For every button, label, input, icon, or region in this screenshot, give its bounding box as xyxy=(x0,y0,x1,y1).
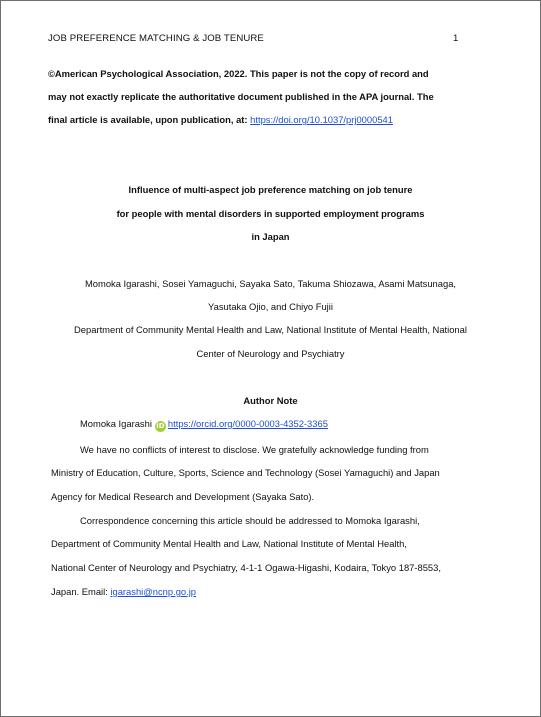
orcid-link[interactable]: https://orcid.org/0000-0003-4352-3365 xyxy=(167,418,328,429)
correspondence-line-1: Correspondence concerning this article should be addressed to Momoka Igarashi, xyxy=(80,515,420,526)
copyright-line-3 xyxy=(48,114,393,125)
running-head: JOB PREFERENCE MATCHING & JOB TENURE xyxy=(48,33,264,44)
orcid-line xyxy=(80,418,328,432)
copyright-line-3-text: final article is available, upon publication, at: xyxy=(48,114,251,125)
email-link[interactable]: igarashi@ncnp.go.jp xyxy=(110,586,197,597)
title-line-3: in Japan xyxy=(251,231,290,242)
authors-line-1: Momoka Igarashi, Sosei Yamaguchi, Sayaka Sato, Takuma Shiozawa, Asami Matsunaga, xyxy=(84,278,457,289)
orcid-author-name: Momoka Igarashi xyxy=(80,418,152,429)
copyright-line-2: may not exactly replicate the authoritative document published in the APA journal. The xyxy=(48,91,434,102)
email-prefix: Japan. Email: xyxy=(51,586,111,597)
title-line-1: Influence of multi-aspect job preference matching on job tenure xyxy=(128,184,413,195)
correspondence-line-2: Department of Community Mental Health and Law, National Institute of Mental Health, xyxy=(51,538,407,549)
conflict-line-1: We have no conflicts of interest to disclose. We gratefully acknowledge funding from xyxy=(80,444,429,455)
copyright-line-1: ©American Psychological Association, 2022. This paper is not the copy of record and xyxy=(48,68,429,79)
page-number: 1 xyxy=(453,33,459,44)
conflict-line-2: Ministry of Education, Culture, Sports, Science and Technology (Sosei Yamaguchi) and Japan xyxy=(51,467,440,478)
correspondence-line-3: National Center of Neurology and Psychiatry, 4-1-1 Ogawa-Higashi, Kodaira, Tokyo 187-8553, xyxy=(51,562,441,573)
affiliation-line-2: Center of Neurology and Psychiatry xyxy=(196,348,345,359)
author-note-heading: Author Note xyxy=(243,395,298,406)
conflict-line-3: Agency for Medical Research and Development (Sayaka Sato). xyxy=(51,491,315,502)
orcid-icon: iD xyxy=(156,422,165,430)
title-line-2: for people with mental disorders in supported employment programs xyxy=(116,208,425,219)
doi-link[interactable]: https://doi.org/10.1037/prj0000541 xyxy=(250,114,393,125)
authors-line-2: Yasutaka Ojio, and Chiyo Fujii xyxy=(208,301,333,312)
affiliation-line-1: Department of Community Mental Health and Law, National Institute of Mental Health, National xyxy=(74,324,467,335)
correspondence-line-4 xyxy=(51,586,196,597)
